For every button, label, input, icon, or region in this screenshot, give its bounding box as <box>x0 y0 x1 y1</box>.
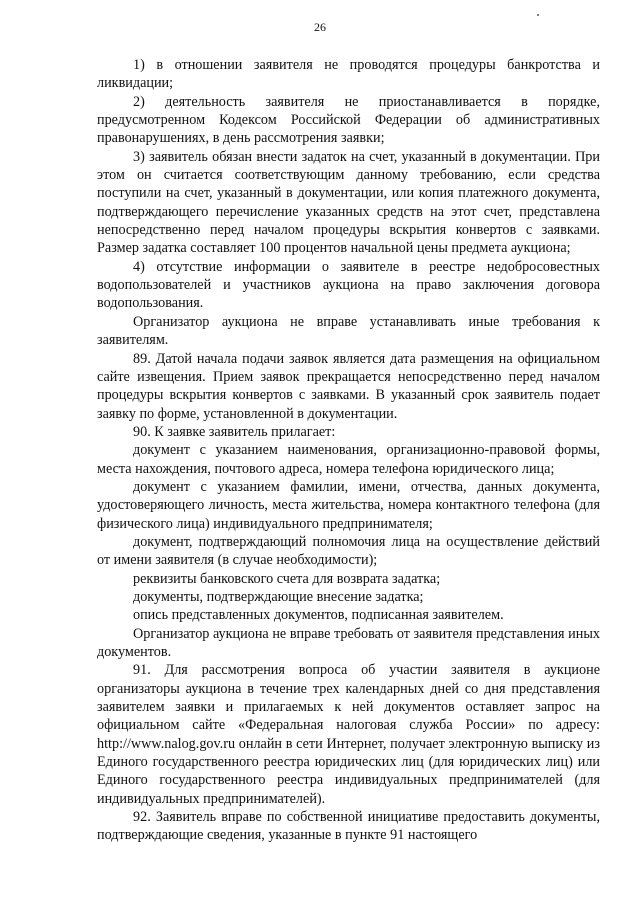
paragraph: документ с указанием наименования, организационно-правовой формы, места нахождения, почтового адреса, номера телефона юридического лица; <box>97 442 600 477</box>
paragraph: документ с указанием фамилии, имени, отчества, данных документа, удостоверяющего личность, места жительства, номера контактного телефона (для физического лица) индивидуального предпринимателя; <box>97 478 600 532</box>
paragraph: 2) деятельность заявителя не приостанавливается в порядке, предусмотренном Кодексом Российской Федерации об административных правонарушениях, в день рассмотрения заявки; <box>97 93 600 147</box>
paragraph: реквизиты банковского счета для возврата задатка; <box>133 570 441 587</box>
paragraph: Организатор аукциона не вправе требовать от заявителя представления иных документов. <box>97 625 600 660</box>
page-number: 26 <box>314 20 326 34</box>
paragraph: 3) заявитель обязан внести задаток на счет, указанный в документации. При этом он считается соответствующим данному требованию, если средства поступили на счет, указанный в документации, или копия платежного документа, подтверждающего перечисление указанных средств на этот счет, представлена непосредственно перед началом процедуры вскрытия конвертов с заявками. Размер задатка составляет 100 процентов начальной цены предмета аукциона; <box>97 148 600 257</box>
document-body <box>97 56 600 845</box>
paragraph: опись представленных документов, подписанная заявителем. <box>133 607 504 624</box>
paragraph: Организатор аукциона не вправе устанавливать иные требования к заявителям. <box>97 313 600 349</box>
paragraph: 90. К заявке заявитель прилагает: <box>133 423 336 440</box>
paragraph: 4) отсутствие информации о заявителе в реестре недобросовестных водопользователей и участников аукциона на право заключения договора водопользования. <box>97 258 600 312</box>
paragraph: 89. Датой начала подачи заявок является дата размещения на официальном сайте извещения. Прием заявок прекращается непосредственно перед началом процедуры вскрытия конвертов с заявками. В указанный срок заявитель подает заявку по форме, установленной в документации. <box>97 350 600 422</box>
paragraph: документ, подтверждающий полномочия лица на осуществление действий от имени заявителя (в случае необходимости); <box>97 533 600 569</box>
paragraph: документы, подтверждающие внесение задатка; <box>133 588 424 605</box>
paragraph: 1) в отношении заявителя не проводятся процедуры банкротства и ликвидации; <box>97 57 600 92</box>
paragraph: 91. Для рассмотрения вопроса об участии заявителя в аукционе организаторы аукциона в течение трех календарных дней со дня представления заявителем заявки и прилагаемых к ней документов оставляет запрос на официальном сайте «Федеральная налоговая служба России» по адресу: http://www.nalog.gov.ru онлайн в сети Интернет, получает электронную выписку из Единого государственного реестра юридических лиц (для юридических лиц) или Единого государственного реестра индивидуальных предпринимателей (для индивидуальных предпринимателей). <box>97 662 600 807</box>
paragraph: 92. Заявитель вправе по собственной инициативе предоставить документы, подтверждающие сведения, указанные в пункте 91 настоящего <box>97 809 600 844</box>
scan-speck <box>537 14 539 16</box>
